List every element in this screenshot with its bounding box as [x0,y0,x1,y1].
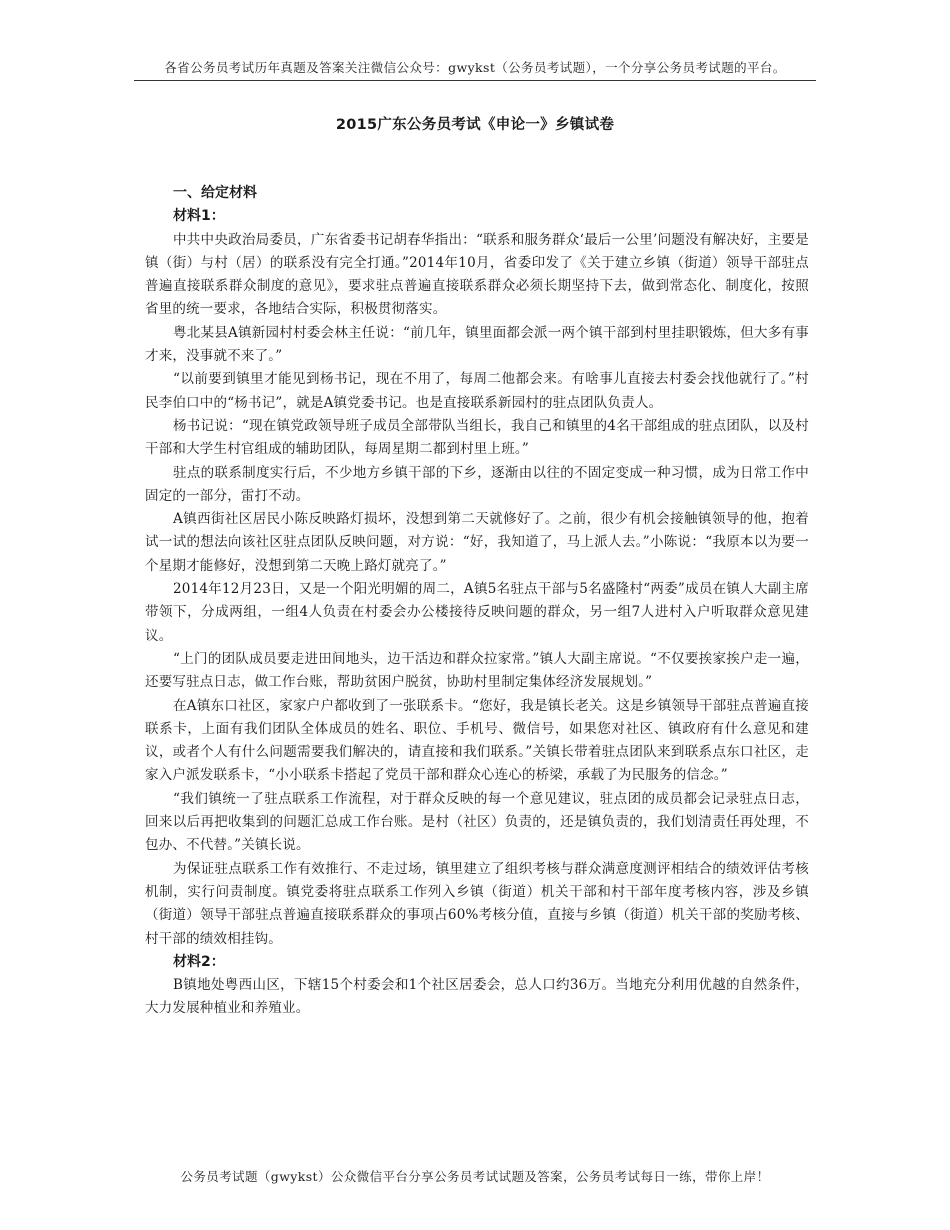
paragraph: 杨书记说：“现在镇党政领导班子成员全部带队当组长，我自己和镇里的4名干部组成的驻点团队，以及村干部和大学生村官组成的辅助团队，每周星期二都到村里上班。” [145,417,809,458]
paragraph: “我们镇统一了驻点联系工作流程，对于群众反映的每一个意见建议，驻点团的成员都会记录驻点日志，回来以后再把收集到的问题汇总成工作台账。是村（社区）负责的，还是镇负责的，我们划清责任再处理，不包办、不代替。”关镇长说。 [145,790,809,854]
material-1-label: 材料1： [173,208,225,225]
document-body [145,182,809,1021]
page-footer [0,1167,950,1185]
document-title: 2015广东公务员考试《申论一》乡镇试卷 [335,117,615,133]
paragraph: B镇地处粤西山区，下辖15个村委会和1个社区居委会，总人口约36万。当地充分利用优越的自然条件，大力发展种植业和养殖业。 [145,977,809,1017]
paragraph: A镇西街社区居民小陈反映路灯损坏，没想到第二天就修好了。之前，很少有机会接触镇领导的他，抱着试一试的想法向该社区驻点团队反映问题，对方说：“好，我知道了，马上派人去。”小陈说：“我原本以为要一个星期才能修好，没想到第二天晚上路灯就亮了。” [145,511,809,574]
paragraph: 驻点的联系制度实行后，不少地方乡镇干部的下乡，逐渐由以往的不固定变成一种习惯，成为日常工作中固定的一部分，雷打不动。 [145,464,809,504]
material-2-label: 材料2： [173,953,225,970]
page-header [0,0,950,76]
paragraph: “以前要到镇里才能见到杨书记，现在不用了，每周二他都会来。有啥事儿直接去村委会找他就行了。”村民李伯口中的“杨书记”，就是A镇党委书记。也是直接联系新园村的驻点团队负责人。 [145,371,809,411]
paragraph: 在A镇东口社区，家家户户都收到了一张联系卡。“您好，我是镇长老关。这是乡镇领导干部驻点普遍直接联系卡，上面有我们团队全体成员的姓名、职位、手机号、微信号，如果您对社区、镇政府有什么意见和建议，或者个人有什么问题需要我们解决的，请直接和我们联系。”关镇长带着驻点团队来到联系点东口社区，走家入户派发联系卡，“小小联系卡搭起了党员干部和群众心连心的桥梁，承载了为民服务的信念。” [145,697,809,784]
paragraph: “上门的团队成员要走进田间地头，边干活边和群众拉家常。”镇人大副主席说。“不仅要挨家挨户走一遍，还要写驻点日志，做工作台账，帮助贫困户脱贫，协助村里制定集体经济发展规划。” [145,650,809,691]
section-heading: 一、给定材料 [173,185,257,201]
paragraph: 为保证驻点联系工作有效推行、不走过场，镇里建立了组织考核与群众满意度测评相结合的绩效评估考核机制，实行问责制度。镇党委将驻点联系工作列入乡镇（街道）机关干部和村干部年度考核内容，涉及乡镇（街道）领导干部驻点普遍直接联系群众的事项占60%考核分值，直接与乡镇（街道）机关干部的奖励考核、村干部的绩效相挂钩。 [145,860,809,947]
paragraph: 2014年12月23日，又是一个阳光明媚的周二，A镇5名驻点干部与5名盛隆村“两委”成员在镇人大副主席带领下，分成两组，一组4人负责在村委会办公楼接待反映问题的群众，另一组7人进村入户听取群众意见建议。 [145,581,809,644]
footer-text: 公务员考试题（gwykst）公众微信平台分享公务员考试试题及答案，公务员考试每日一练，带你上岸！ [180,1169,770,1184]
paragraph: 中共中央政治局委员，广东省委书记胡春华指出：“联系和服务群众‘最后一公里’问题没有解决好，主要是镇（街）与村（居）的联系没有完全打通。”2014年10月，省委印发了《关于建立乡镇（街道）领导干部驻点普遍直接联系群众制度的意见》，要求驻点普遍直接联系群众必须长期坚持下去，做到常态化、制度化，按照省里的统一要求，各地结合实际，积极贯彻落实。 [145,231,809,318]
header-divider [134,80,816,81]
paragraph: 粤北某县A镇新园村村委会林主任说：“前几年，镇里面都会派一两个镇干部到村里挂职锻炼，但大多有事才来，没事就不来了。” [145,324,809,365]
header-text: 各省公务员考试历年真题及答案关注微信公众号：gwykst（公务员考试题），一个分享公务员考试题的平台。 [164,60,786,75]
